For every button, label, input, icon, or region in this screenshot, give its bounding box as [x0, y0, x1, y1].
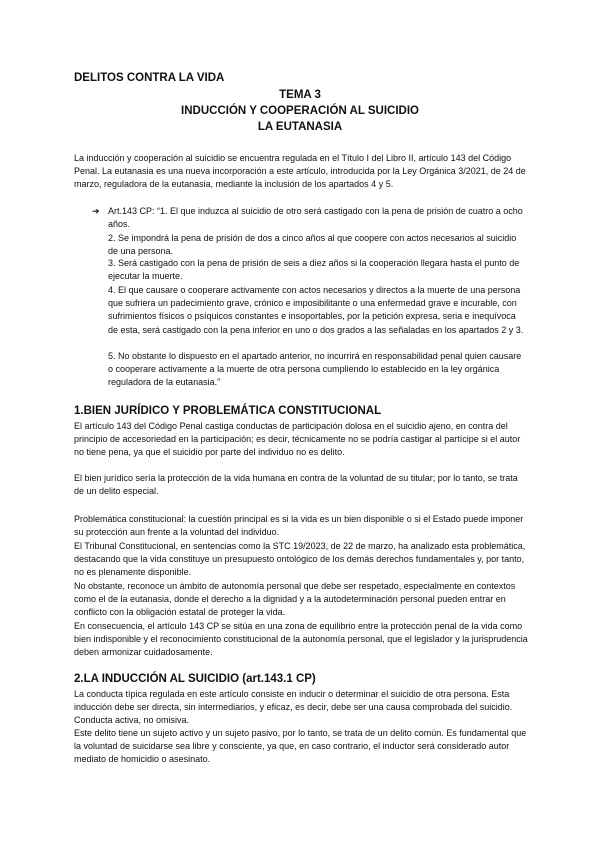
section-1-title: 1.BIEN JURÍDICO Y PROBLEMÁTICA CONSTITUCIONAL	[74, 405, 382, 417]
main-title: DELITOS CONTRA LA VIDA	[74, 72, 225, 84]
tema-label: TEMA 3	[279, 89, 321, 101]
section-1-paragraph-1: El artículo 143 del Código Penal castiga conductas de participación dolosa en el suicidio ajeno, en contra del principio de accesoriedad en la participación; es decir, técnicamente no se podría castigar al partícipe si el autor no tiene pena, ya que el suicidio por parte del individuo no es delito.	[74, 421, 521, 458]
section-1-paragraph-3: Problemática constitucional: la cuestión principal es si la vida es un bien disponible o si el Estado puede imponer su protección aun frente a la voluntad del individuo.	[74, 514, 524, 538]
section-2-paragraph-1: La conducta típica regulada en este artículo consiste en inducir o determinar el suicidio de otra persona. Esta inducción debe ser directa, sin intermediarios, y eficaz, es decir, debe ser una causa comprobada del suicidio. Conducta activa, no omisiva.	[74, 689, 513, 726]
article-item-3: 3. Será castigado con la pena de prisión de seis a diez años si la cooperación llegara hasta el punto de ejecutar la muerte.	[108, 258, 520, 282]
section-1-paragraph-2: El bien jurídico sería la protección de la vida humana en contra de la voluntad de su titular; por lo tanto, se trata de un delito especial.	[74, 473, 518, 497]
article-item-4: 4. El que causare o cooperare activamente con actos necesarios y directos a la muerte de una persona que sufriera un padecimiento grave, crónico e imposibilitante o una enfermedad grave e incurable, con sufrimientos físicos o psíquicos constantes e insoportables, por la petición expresa, seria e inequívoca de esta, será castigado con la pena inferior en uno o dos grados a las señaladas en los apartados 2 y 3.	[108, 285, 524, 335]
section-1-paragraph-4: El Tribunal Constitucional, en sentencias como la STC 19/2023, de 22 de marzo, ha analizado esta problemática, destacando que la vida constituye un presupuesto ontológico de los demás derechos fundamentales y, por tanto, no es plenamente disponible.	[74, 541, 526, 578]
intro-paragraph: La inducción y cooperación al suicidio se encuentra regulada en el Título I del Libro II, artículo 143 del Código Penal. La eutanasia es una nueva incorporación a este artículo, introducida por la Ley Orgánica 3/2021, de 24 de marzo, reguladora de la eutanasia, mediante la inclusión de los apartados 4 y 5.	[74, 153, 526, 190]
subtitle-induccion: INDUCCIÓN Y COOPERACIÓN AL SUICIDIO	[181, 105, 419, 117]
section-2-paragraph-2: Este delito tiene un sujeto activo y un sujeto pasivo, por lo tanto, se trata de un delito común. Es fundamental que la voluntad de suicidarse sea libre y consciente, ya que, en caso contrario, el inductor será considerado autor mediato de homicidio o asesinato.	[74, 728, 527, 765]
section-2-title: 2.LA INDUCCIÓN AL SUICIDIO (art.143.1 CP)	[74, 673, 316, 685]
section-1-paragraph-5: No obstante, reconoce un ámbito de autonomía personal que debe ser respetado, especialmente en contextos como el de la eutanasia, donde el derecho a la dignidad y a la autodeterminación personal pueden entrar en conflicto con la obligación estatal de proteger la vida.	[74, 581, 516, 618]
article-item-2: 2. Se impondrá la pena de prisión de dos a cinco años al que coopere con actos necesarios al suicidio de una persona.	[108, 233, 517, 257]
article-item-1: Art.143 CP: “1. El que induzca al suicidio de otro será castigado con la pena de prisión de cuatro a ocho años.	[108, 206, 523, 230]
arrow-bullet-icon: ➔	[92, 206, 100, 216]
article-item-5: 5. No obstante lo dispuesto en el apartado anterior, no incurrirá en responsabilidad penal quien causare o cooperare activamente a la muerte de otra persona cumpliendo lo establecido en la ley orgánica reguladora de la eutanasia.”	[108, 351, 522, 388]
subtitle-eutanasia: LA EUTANASIA	[257, 121, 343, 133]
section-1-paragraph-6: En consecuencia, el artículo 143 CP se sitúa en una zona de equilibrio entre la protección penal de la vida como bien indisponible y el reconocimiento constitucional de la autonomía personal, que el legislador y la jurisprudencia deben armonizar cuidadosamente.	[74, 621, 528, 658]
